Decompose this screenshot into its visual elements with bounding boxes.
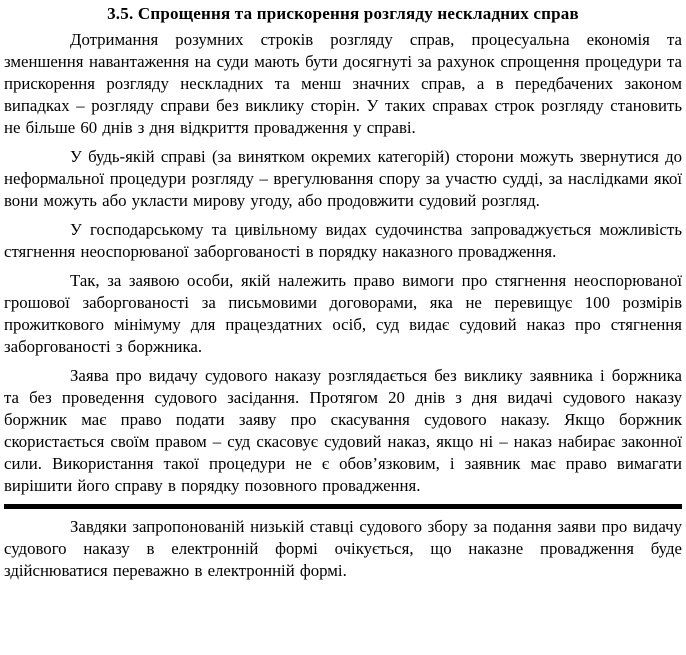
paragraph-5: Заява про видачу судового наказу розглядається без виклику заявника і боржника та без проведення судового засідання. Протягом 20 днів з дня видачі судового наказу боржник має право подати заяву про скасування судового наказу. Якщо боржник скористається своїм правом – суд скасовує судовий наказ, якщо ні – наказ набирає законної сили. Використання такої процедури не є обов’язковим, і заявник має право вимагати вирішити його справу в порядку позовного провадження. — [4, 366, 682, 495]
paragraph-3: У господарському та цивільному видах судочинства запроваджується можливість стягнення неоспорюваної заборгованості в порядку наказного провадження. — [4, 220, 682, 261]
paragraph-2: У будь-якій справі (за винятком окремих категорій) сторони можуть звернутися до неформальної процедури розгляду – врегулювання спору за участю судді, за наслідками якої вони можуть або укласти мирову угоду, або продовжити судовий розгляд. — [4, 147, 682, 210]
section-heading: 3.5. Спрощення та прискорення розгляду нескладних справ — [107, 4, 579, 23]
section-separator-bar — [4, 504, 682, 509]
footer-paragraph: Завдяки запропонованій низькій ставці судового збору за подання заяви про видачу судового наказу в електронній формі очікується, що наказне провадження буде здійснюватися переважно в електронній формі. — [4, 517, 682, 580]
paragraph-1: Дотримання розумних строків розгляду справ, процесуальна економія та зменшення навантаження на суди мають бути досягнуті за рахунок спрощення процедури та прискорення розгляду нескладних та менш значних справ, а в передбачених законом випадках – розгляду справи без виклику сторін. У таких справах строк розгляду становить не більше 60 днів з дня відкриття провадження у справі. — [4, 30, 682, 137]
paragraph-4: Так, за заявою особи, якій належить право вимоги про стягнення неоспорюваної грошової заборгованості за письмовими договорами, яка не перевищує 100 розмірів прожиткового мінімуму для працездатних осіб, суд видає судовий наказ про стягнення заборгованості з боржника. — [4, 271, 682, 356]
